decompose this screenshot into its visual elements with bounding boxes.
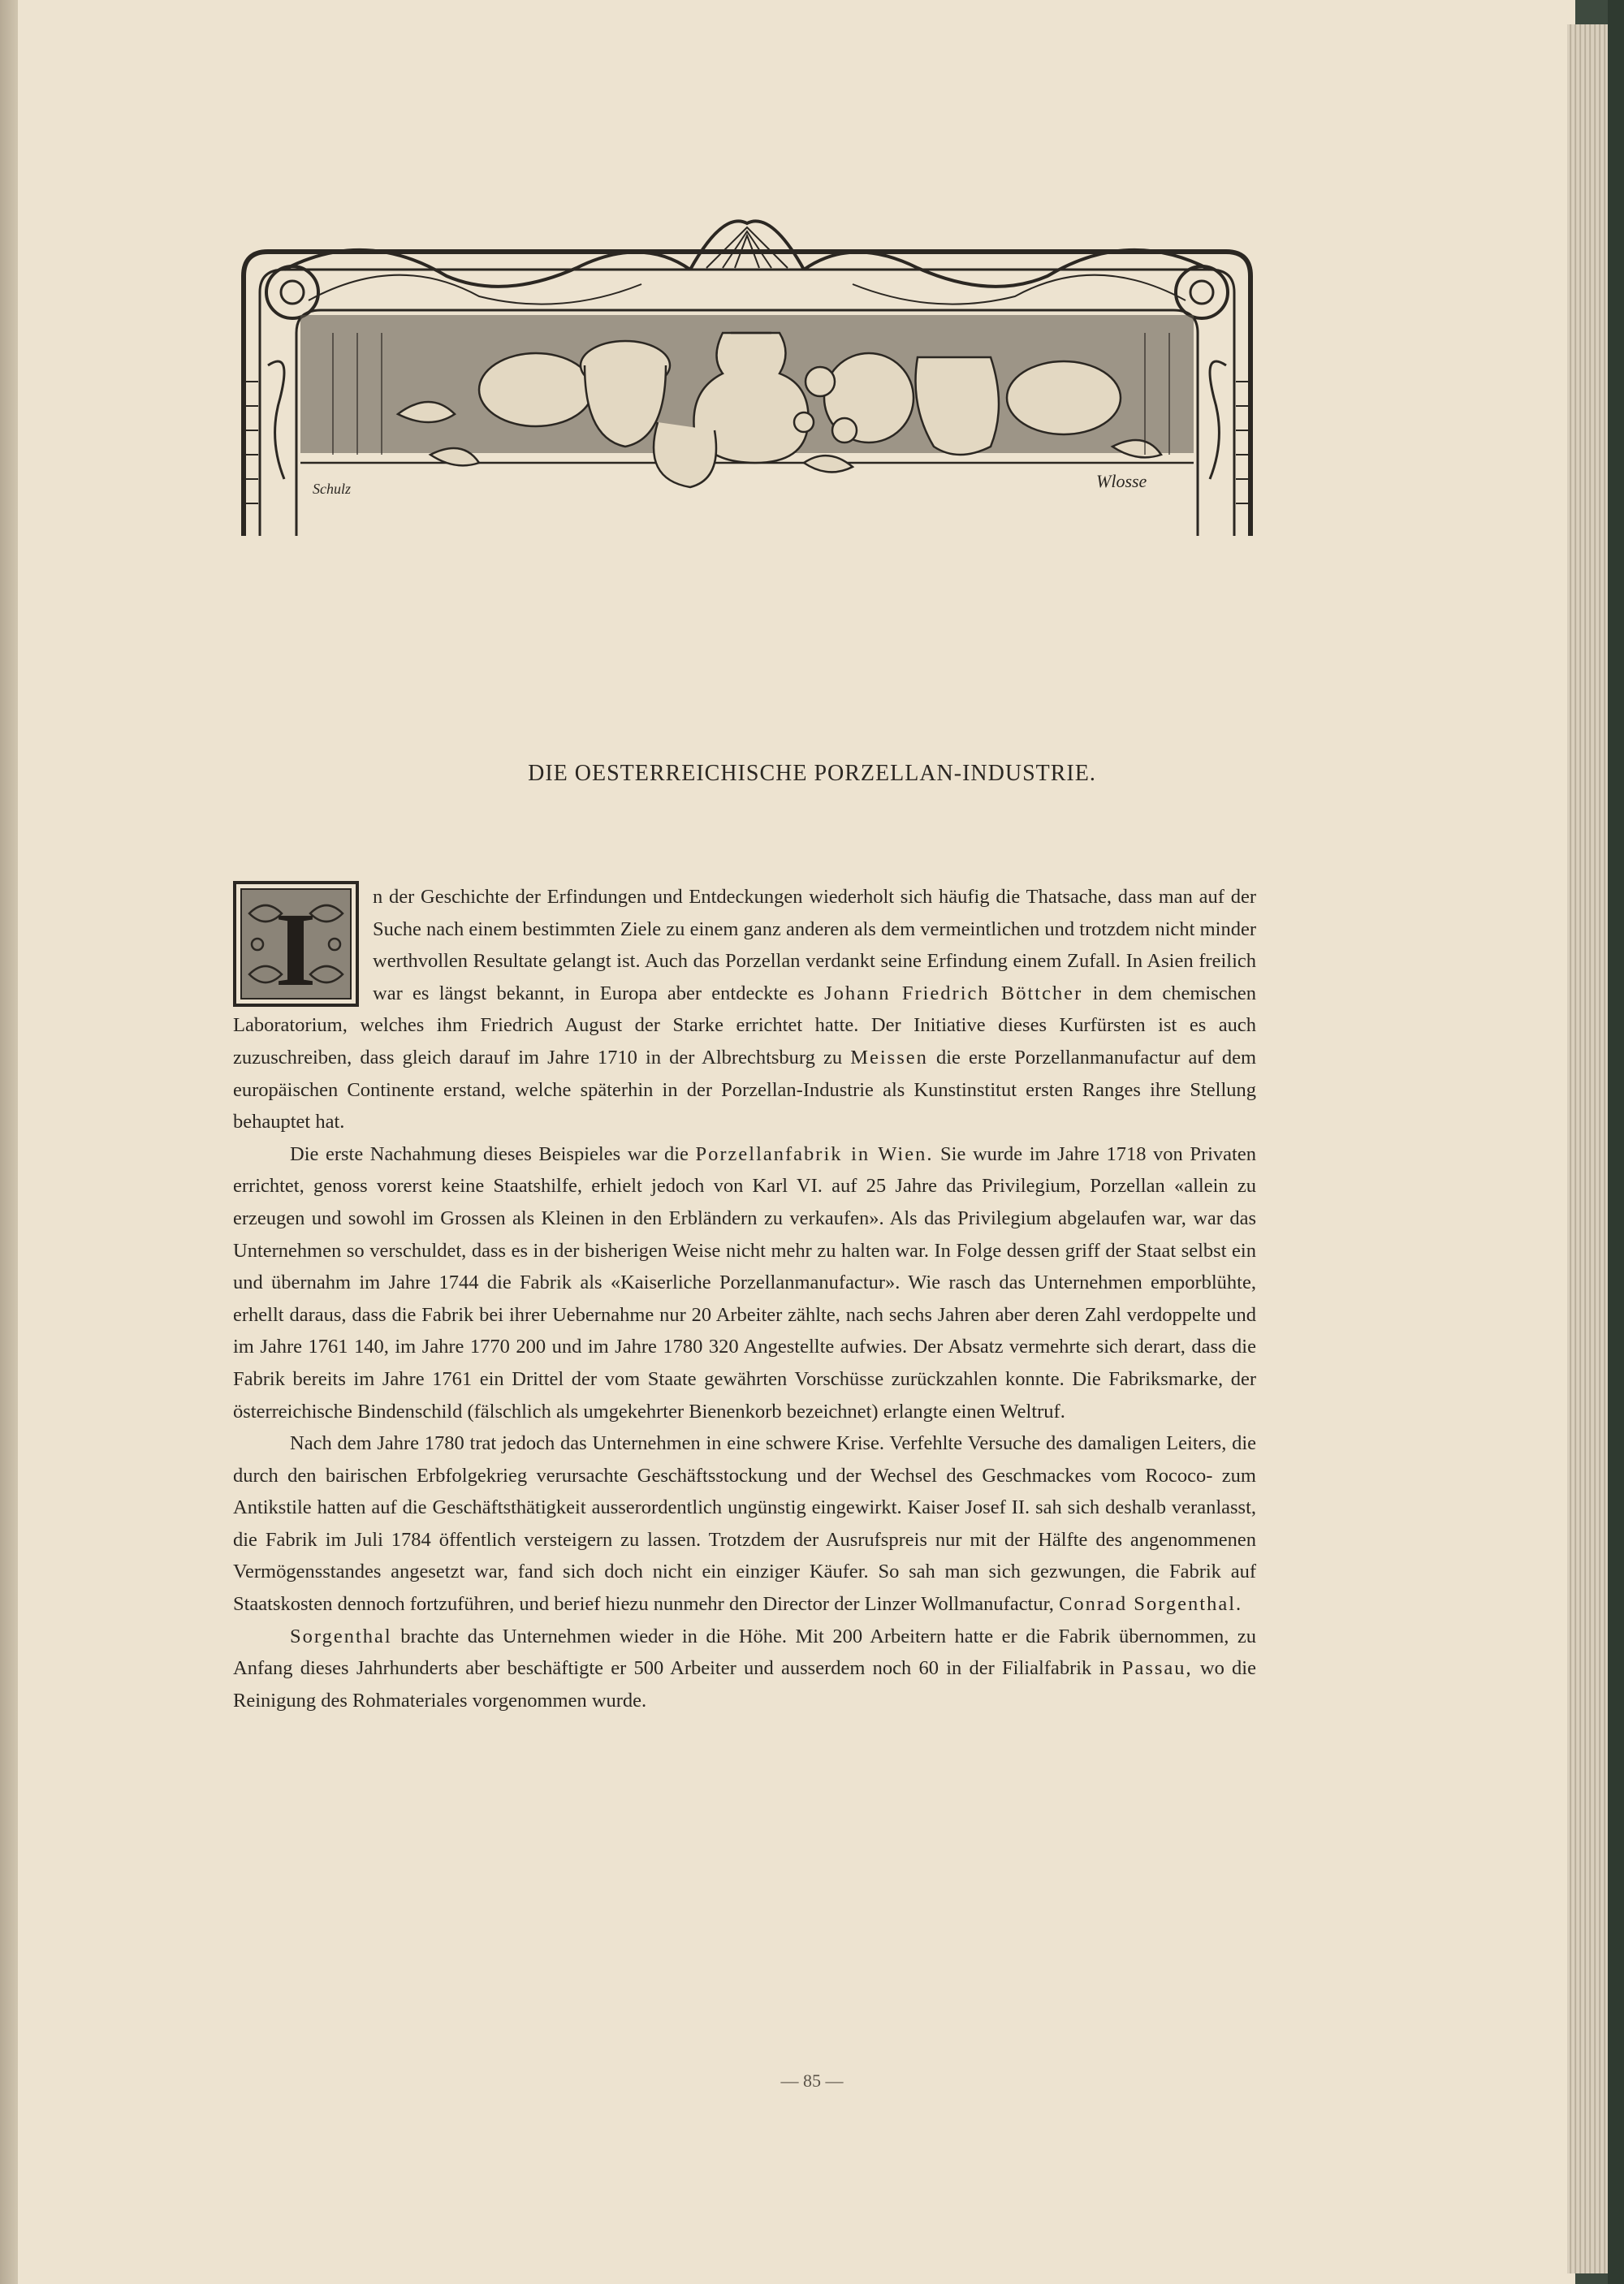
headpiece-signature-left: Schulz [313,481,351,497]
place-name-meissen: Meissen [850,1046,928,1069]
place-name-wien: Porzellanfabrik in Wien. [695,1142,934,1165]
article-body [233,881,1256,1716]
paragraph-1 [233,881,1256,1138]
page-title: DIE OESTERREICHISCHE PORZELLAN-INDUSTRIE. [528,761,1096,786]
person-name-sorgenthal-2: Sorgenthal [290,1625,392,1647]
paragraph-4-text-b: wo die Reinigung des Rohmateriales vorgenommen wurde. [233,1657,1256,1712]
person-name-sorgenthal: Conrad Sorgenthal. [1059,1593,1243,1616]
paragraph-2-text-b: Sie wurde im Jahre 1718 von Privaten errichtet, genoss vorerst keine Staatshilfe, erhielt jedoch von Karl VI. auf 25 Jahre das Privilegium, Porzellan «allein zu erzeugen und sowohl im Grossen als Kleinen in den Erbländern zu verkaufen». Als das Privilegium abgelaufen war, war das Unternehmen so verschuldet, dass es in der bisherigen Weise nicht mehr zu halten war. In Folge dessen griff der Staat selbst ein und übernahm im Jahre 1744 die Fabrik als «Kaiserliche Porzellanmanufactur». Wie rasch das Unternehmen emporblühte, erhellt daraus, dass die Fabrik bei ihrer Uebernahme nur 20 Arbeiter zählte, nach sechs Jahren aber deren Zahl verdoppelte und im Jahre 1761 140, im Jahre 1770 200 und im Jahre 1780 320 Angestellte aufwies. Der Absatz vermehrte sich derart, dass die Fabrik bereits im Jahre 1761 ein Drittel der vom Staate gewährten Vorschüsse zurückzahlen konnte. Die Fabriksmarke, der österreichische Bindenschild (fälschlich als umgekehrter Bienenkorb bezeichnet) erlangte einen Weltruf. [233,1142,1256,1423]
paragraph-3-text-a: Nach dem Jahre 1780 trat jedoch das Unternehmen in eine schwere Krise. Verfehlte Versuche des damaligen Leiters, die durch den bairischen Erbfolgekrieg verursachte Geschäftsstockung und der Wechsel des Geschmackes vom Rococo- zum Antikstile hatten auf die Geschäftsthätigkeit ausserordentlich ungünstig eingewirkt. Kaiser Josef II. sah sich deshalb veranlasst, die Fabrik im Juli 1784 öffentlich versteigern zu lassen. Trotzdem der Ausrufspreis nur mit der Hälfte des angenommenen Vermögensstandes angesetzt war, fand sich doch nicht ein einziger Käufer. So sah man sich gezwungen, die Fabrik auf Staatskosten dennoch fortzuführen, und berief hiezu nunmehr den Director der Linzer Wollmanufactur, [233,1432,1256,1616]
headpiece-signature-right: Wlosse [1096,471,1147,491]
initial-letter: I [274,892,317,1007]
headpiece-illustration [235,219,1259,544]
page-edges [1567,24,1608,2273]
paragraph-1-text-c: die erste Porzellanmanufactur auf dem europäischen Continente erstand, welche späterhin in der Porzellan-Industrie als Kunstinstitut ersten Ranges ihre Stellung behauptet hat. [233,1046,1257,1133]
page-number: — 85 — [780,2070,844,2091]
paragraph-2-text-a: Die erste Nachahmung dieses Beispieles war die [290,1142,696,1165]
paragraph-4 [233,1621,1256,1717]
paragraph-1-text-a: n der Geschichte der Erfindungen und Entdeckungen wiederholt sich häufig die Thatsache, dass man auf der Suche nach einem bestimmten Ziele zu einem ganz anderen als dem vermeintlichen und trotzdem nicht minder werthvollen Resultate gelangt ist. Auch das Porzellan verdankt seine Erfindung einem Zufall. In Asien freilich war es längst bekannt, in Europa aber entdeckte es [373,886,1256,1004]
page-edge-shadow [1608,0,1624,2284]
place-name-passau: Passau, [1121,1657,1193,1680]
person-name-boettcher: Johann Friedrich Böttcher [824,982,1083,1004]
paragraph-3 [233,1427,1256,1621]
paragraph-1-text-b: in dem chemischen Laboratorium, welches ihm Friedrich August der Starke errichtet hatte. Der Initiative dieses Kurfürsten ist es auch zuzuschreiben, dass gleich darauf im Jahre 1710 in der Albrechtsburg zu [233,982,1257,1069]
paragraph-2 [233,1138,1256,1427]
paragraph-4-text-a: brachte das Unternehmen wieder in die Höhe. Mit 200 Arbeitern hatte er die Fabrik übernommen, zu Anfang dieses Jahrhunderts aber beschäftigte er 500 Arbeiter und ausserdem noch 60 in der Filialfabrik in [233,1625,1256,1680]
